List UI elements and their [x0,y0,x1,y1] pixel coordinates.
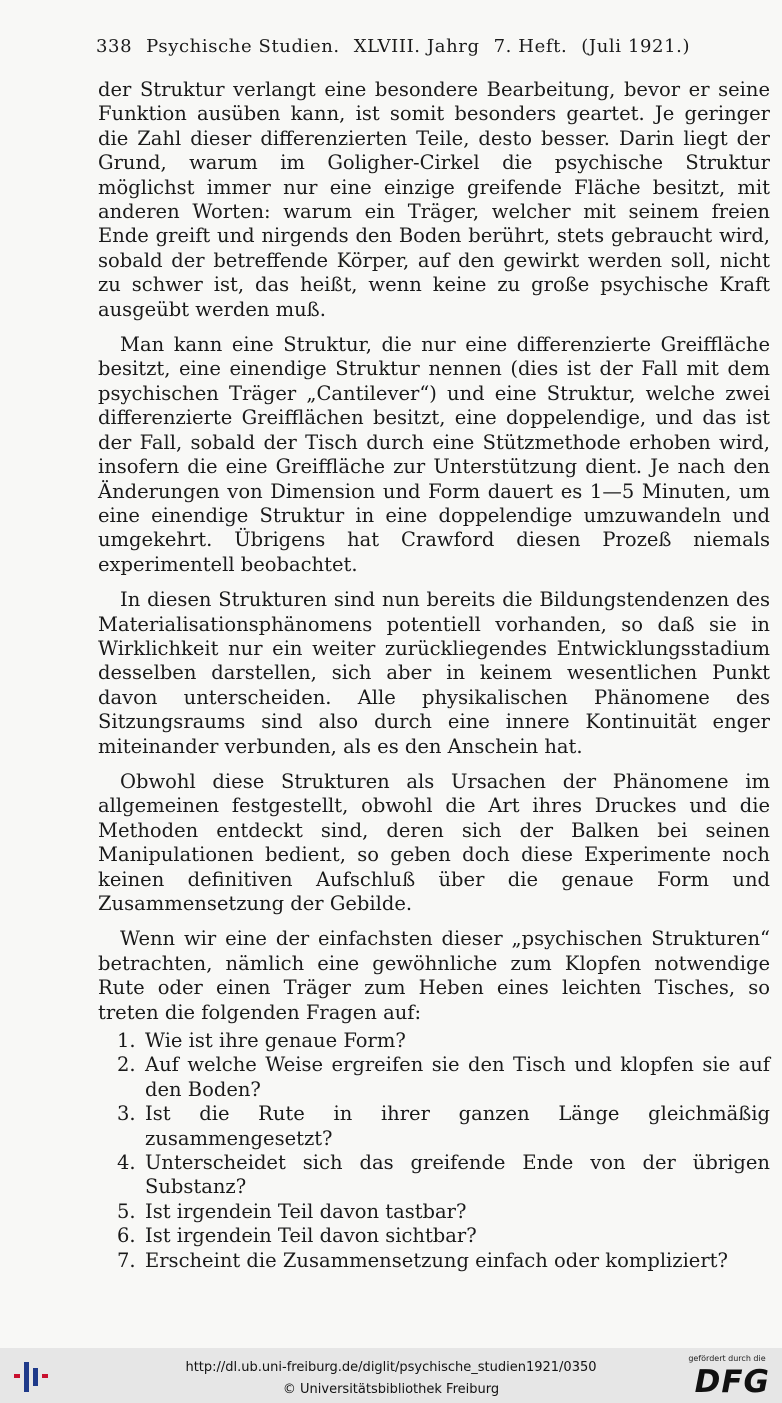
list-number: 5. [117,1199,136,1223]
list-item [98,1053,770,1102]
list-text: Unterscheidet sich das greifende Ende von der übrigen Substanz? [145,1151,770,1199]
question-list [98,1029,770,1273]
list-text: Ist die Rute in ihrer ganzen Länge gleichmäßig zusammengesetzt? [145,1102,770,1150]
list-item [98,1151,770,1200]
paragraph: der Struktur verlangt eine besondere Bearbeitung, bevor er seine Funktion ausüben kann, ist somit besonders geartet. Je geringer die Zahl dieser differenzierten Teile, desto besser. Darin liegt der Grund, warum im Goligher-Cirkel die psychische Struktur möglichst immer nur eine einzige greifende Fläche besitzt, mit anderen Worten: warum ein Träger, welcher mit seinem freien Ende greift und nirgends den Boden berührt, stets gebraucht wird, sobald der betreffende Körper, auf den gewirkt werden soll, nicht zu schwer ist, das heißt, wenn keine zu große psychische Kraft ausgeübt werden muß. [98,78,770,321]
body-text [98,78,770,1273]
paragraph: Wenn wir eine der einfachsten dieser „psychischen Strukturen“ betrachten, nämlich eine gewöhnliche zum Klopfen notwendige Rute oder einen Träger zum Heben eines leichten Tisches, so treten die folgenden Fragen auf: [98,927,770,1024]
running-header [96,36,726,57]
paragraph: Obwohl diese Strukturen als Ursachen der Phänomene im allgemeinen festgestellt, obwohl die Art ihres Druckes und die Methoden entdeckt sind, deren sich der Balken bei seinen Manipulationen bedient, so geben doch diese Experimente noch keinen definitiven Aufschluß über die genaue Form und Zusammensetzung der Gebilde. [98,769,770,915]
list-item [98,1029,770,1053]
volume: XLVIII. Jahrg [353,36,480,57]
viewer-footer [0,1348,782,1403]
page-number: 338 [96,36,133,57]
journal-title: Psychische Studien. [146,36,340,57]
list-item [98,1224,770,1248]
list-item [98,1249,770,1273]
permalink-url[interactable]: http://dl.ub.uni-freiburg.de/diglit/psychische_studien1921/0350 [185,1360,597,1375]
list-number: 6. [117,1224,136,1248]
list-item [98,1200,770,1224]
list-text: Wie ist ihre genaue Form? [145,1029,406,1053]
list-number: 1. [117,1029,136,1053]
dfg-logo: DFG [694,1364,770,1400]
list-number: 2. [117,1053,136,1077]
list-text: Ist irgendein Teil davon tastbar? [145,1199,467,1223]
dfg-tagline: gefördert durch die [688,1354,766,1363]
paragraph: Man kann eine Struktur, die nur eine differenzierte Greiffläche besitzt, eine einendige Struktur nennen (dies ist der Fall mit dem psychischen Träger „Cantilever“) und eine Struktur, welche zwei differenzierte Greifflächen besitzt, eine doppelendige, und das ist der Fall, sobald der Tisch durch eine Stützmethode erhoben wird, insofern die eine Greiffläche zur Unterstützung dient. Je nach den Änderungen von Dimension und Form dauert es 1—5 Minuten, um eine einendige Struktur in eine doppelendige umzuwandeln und umgekehrt. Übrigens hat Crawford diesen Prozeß niemals experimentell beobachtet. [98,333,770,576]
list-text: Ist irgendein Teil davon sichtbar? [145,1224,477,1248]
paragraph: In diesen Strukturen sind nun bereits die Bildungstendenzen des Materialisationsphänomens potentiell vorhanden, so daß sie in Wirklichkeit nur ein weiter zurückliegendes Entwicklungsstadium desselben darstellen, sich aber in keinem wesentlichen Punkt davon unterscheiden. Alle physikalischen Phänomene des Sitzungsraums sind also durch eine innere Kontinuität enger miteinander verbunden, als es den Anschein hat. [98,588,770,758]
issue: 7. Heft. [493,36,568,57]
list-number: 3. [117,1102,136,1126]
list-text: Auf welche Weise ergreifen sie den Tisch und klopfen sie auf den Boden? [145,1053,770,1101]
list-number: 4. [117,1151,136,1175]
list-number: 7. [117,1248,136,1272]
copyright-notice: © Universitätsbibliothek Freiburg [282,1382,500,1397]
list-text: Erscheint die Zusammensetzung einfach oder kompliziert? [145,1248,728,1272]
issue-date: (Juli 1921.) [581,36,691,57]
list-item [98,1102,770,1151]
